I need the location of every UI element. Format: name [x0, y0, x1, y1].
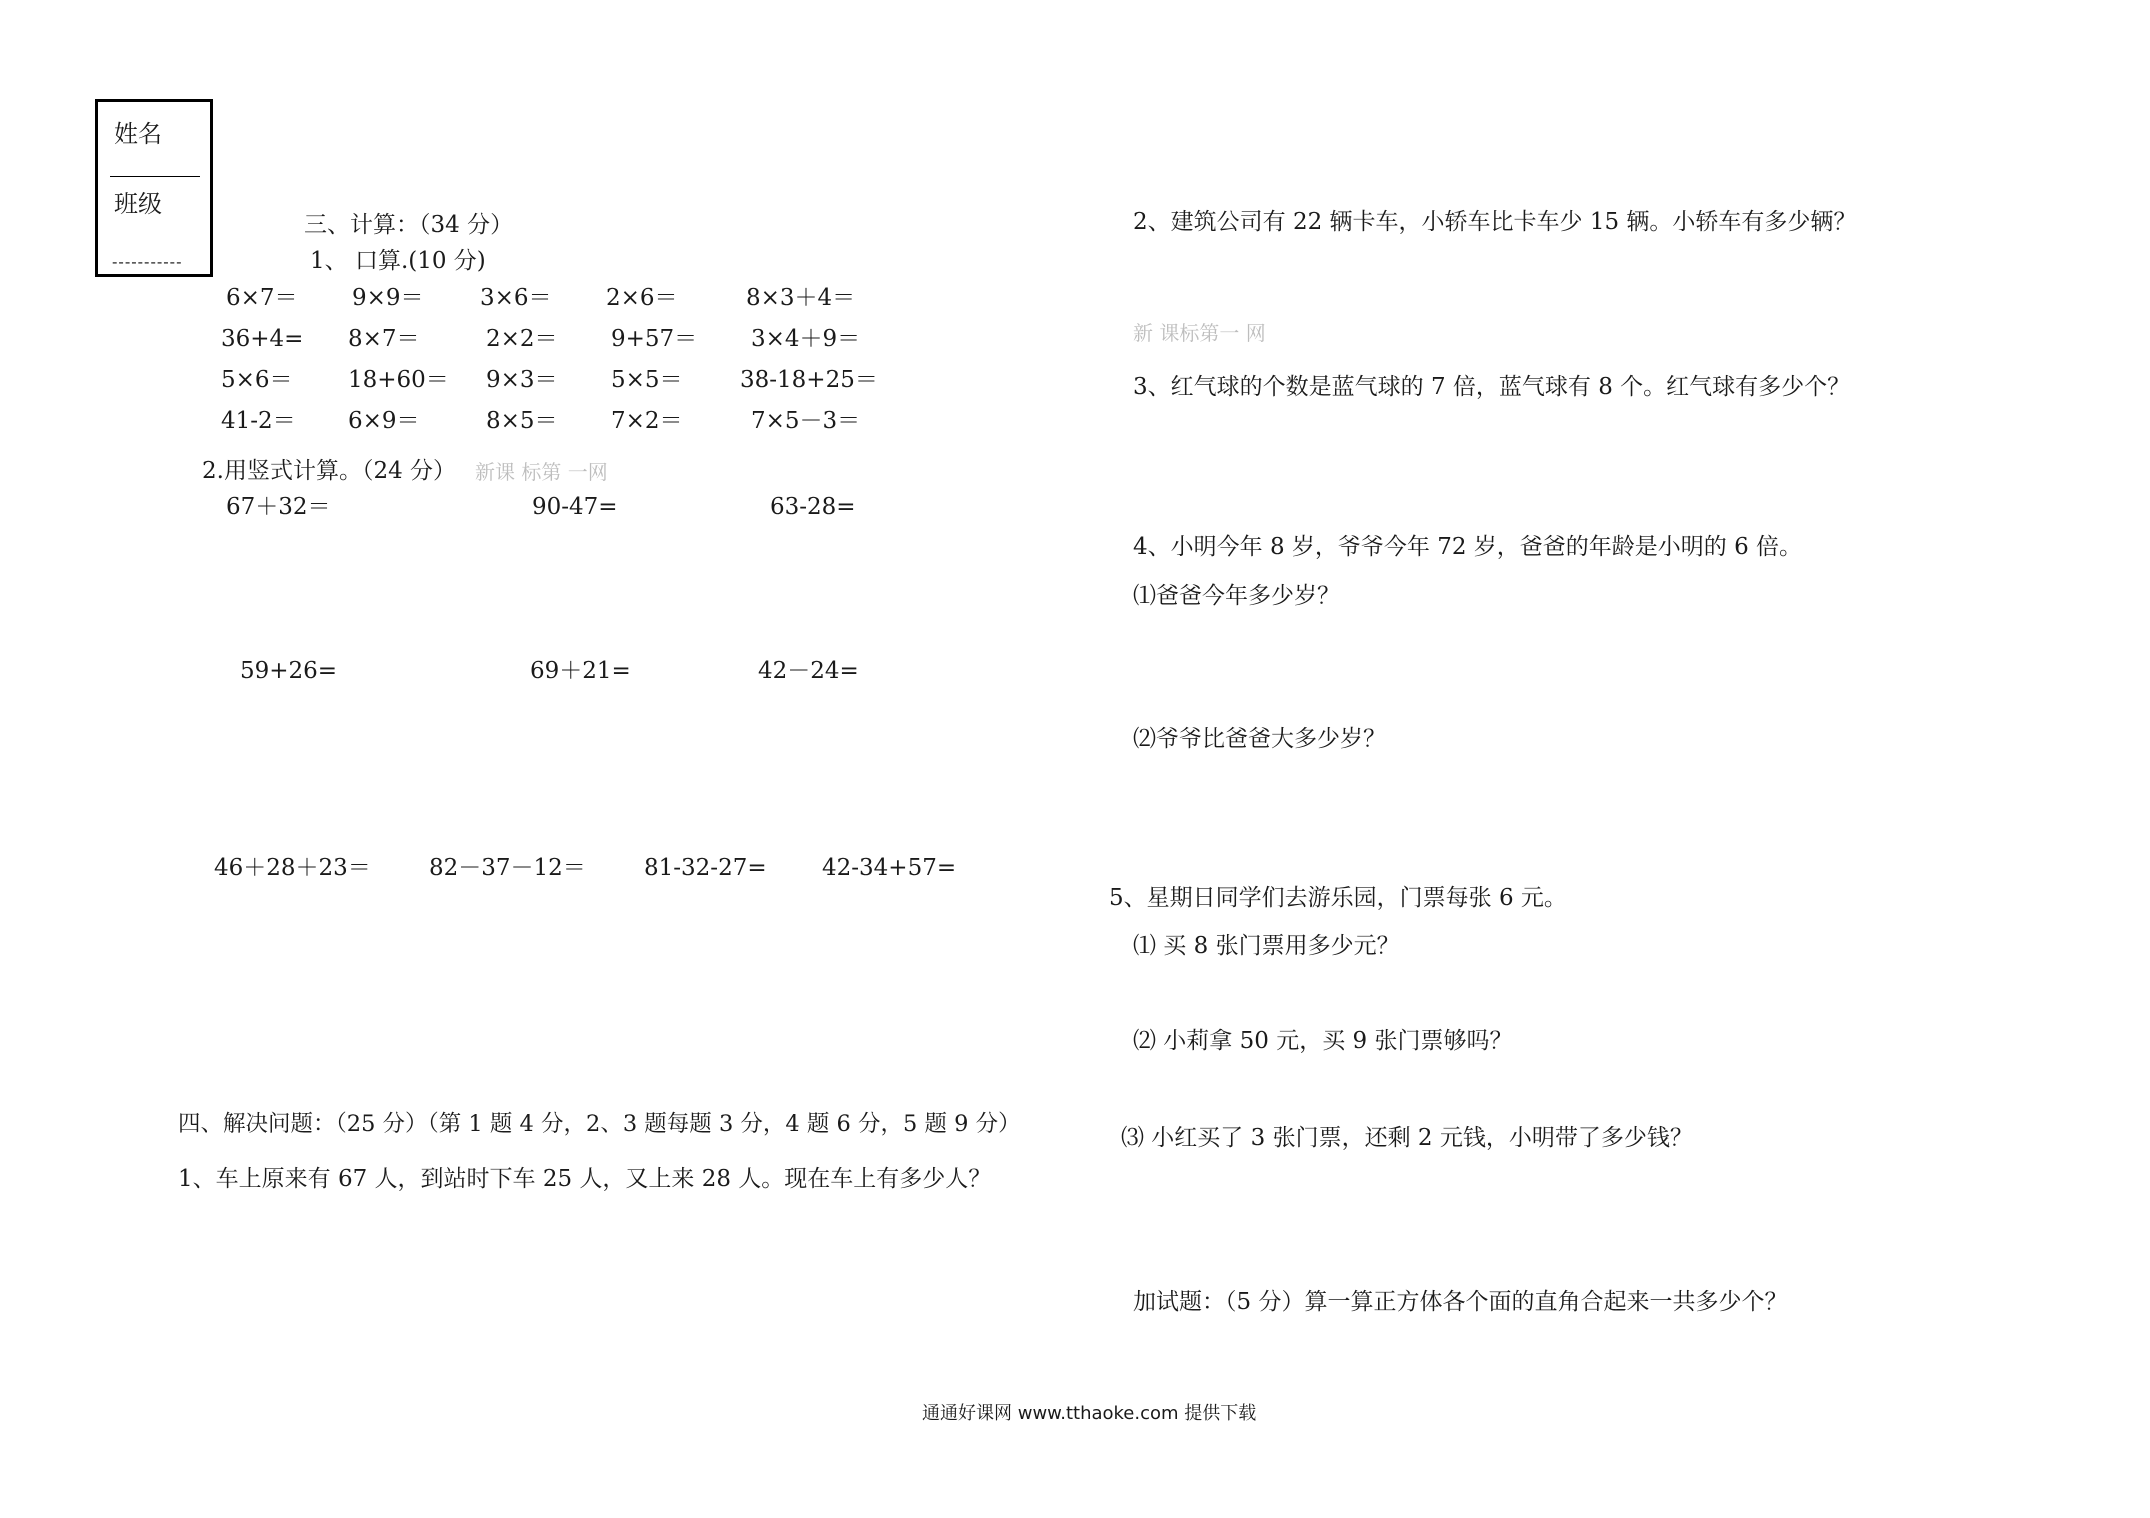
- mental-math-item: 3×6＝: [480, 285, 552, 311]
- question-5: 5、星期日同学们去游乐园，门票每张 6 元。: [1109, 885, 1567, 911]
- section4-title: 四、解决问题：（25 分）（第 1 题 4 分，2、3 题每题 3 分，4 题 6 分，5 题 9 分）: [178, 1111, 1021, 1137]
- mental-math-item: 9×3＝: [486, 367, 558, 393]
- vertical-calc-item: 59+26=: [240, 658, 338, 684]
- section3-title: 三、计算：（34 分）: [304, 212, 514, 238]
- vertical-calc-item: 42-34+57=: [822, 855, 957, 881]
- question-4-part-1: ⑴爸爸今年多少岁？: [1133, 583, 1340, 609]
- mental-math-item: 18+60＝: [348, 367, 449, 393]
- mental-math-item: 9+57＝: [611, 326, 698, 352]
- mental-math-item: 8×7＝: [348, 326, 420, 352]
- mental-math-item: 5×6＝: [221, 367, 293, 393]
- mental-math-item: 3×4＋9＝: [751, 326, 861, 352]
- mental-math-item: 41-2＝: [221, 408, 296, 434]
- question-5-part-3: ⑶ 小红买了 3 张门票，还剩 2 元钱，小明带了多少钱？: [1121, 1125, 1693, 1151]
- mental-math-item: 7×5－3＝: [751, 408, 861, 434]
- vertical-calc-item: 69＋21=: [530, 658, 631, 684]
- mental-math-item: 6×9＝: [348, 408, 420, 434]
- mental-math-item: 8×5＝: [486, 408, 558, 434]
- vertical-calc-item: 67＋32＝: [226, 494, 331, 520]
- mental-math-item: 36+4=: [221, 326, 304, 352]
- question-3: 3、红气球的个数是蓝气球的 7 倍，蓝气球有 8 个。红气球有多少个？: [1133, 374, 1851, 400]
- mental-math-item: 6×7＝: [226, 285, 298, 311]
- mental-math-title: 1、 口算.(10 分): [310, 248, 486, 274]
- question-2: 2、建筑公司有 22 辆卡车，小轿车比卡车少 15 辆。小轿车有多少辆？: [1133, 209, 1857, 235]
- mental-math-item: 5×5＝: [611, 367, 683, 393]
- vertical-calc-item: 46＋28＋23＝: [214, 855, 371, 881]
- vertical-calc-title: 2.用竖式计算。（24 分）: [202, 458, 457, 484]
- name-label: 姓名: [114, 120, 162, 148]
- footer-text: 通通好课网 www.tthaoke.com 提供下载: [922, 1403, 1257, 1424]
- question-4-part-2: ⑵爷爷比爸爸大多少岁？: [1133, 726, 1386, 752]
- class-dashes: -----------: [112, 252, 183, 271]
- class-label: 班级: [114, 190, 162, 218]
- bonus-question: 加试题：（5 分）算一算正方体各个面的直角合起来一共多少个？: [1133, 1289, 1788, 1315]
- vertical-calc-item: 90-47=: [532, 494, 618, 520]
- watermark-text: 新 课标第一 网: [1133, 321, 1266, 345]
- question-1: 1、车上原来有 67 人，到站时下车 25 人，又上来 28 人。现在车上有多少人？: [178, 1166, 992, 1192]
- vertical-calc-item: 82－37－12＝: [429, 855, 586, 881]
- mental-math-item: 2×2＝: [486, 326, 558, 352]
- name-underline: [110, 176, 200, 177]
- vertical-calc-item: 42－24=: [758, 658, 859, 684]
- watermark-text: 新课 标第 一网: [475, 460, 608, 484]
- vertical-calc-item: 63-28=: [770, 494, 856, 520]
- mental-math-item: 7×2＝: [611, 408, 683, 434]
- vertical-calc-item: 81-32-27=: [644, 855, 767, 881]
- question-5-part-2: ⑵ 小莉拿 50 元，买 9 张门票够吗？: [1133, 1028, 1513, 1054]
- question-4: 4、小明今年 8 岁，爷爷今年 72 岁，爸爸的年龄是小明的 6 倍。: [1133, 534, 1803, 560]
- mental-math-item: 9×9＝: [352, 285, 424, 311]
- mental-math-item: 2×6＝: [606, 285, 678, 311]
- name-class-box: [95, 99, 213, 277]
- mental-math-item: 38-18+25＝: [740, 367, 878, 393]
- mental-math-item: 8×3＋4＝: [746, 285, 856, 311]
- question-5-part-1: ⑴ 买 8 张门票用多少元？: [1133, 933, 1400, 959]
